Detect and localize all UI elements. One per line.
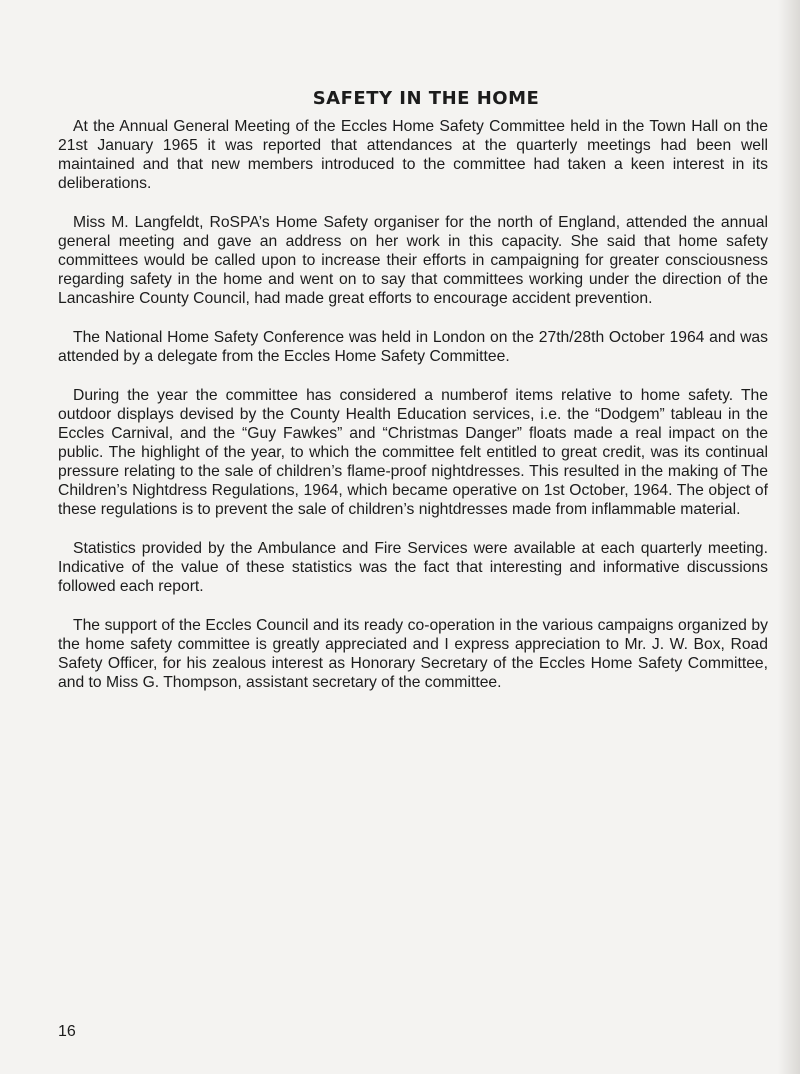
page-title: SAFETY IN THE HOME	[312, 88, 540, 109]
page-edge-shadow	[778, 0, 800, 1074]
paragraph-national-conference: The National Home Safety Conference was held in London on the 27th/28th October 1964 and was attended by a delegate from the Eccles Home Safety Committee.	[58, 329, 768, 365]
paragraph-annual-meeting: At the Annual General Meeting of the Eccles Home Safety Committee held in the Town Hall on the 21st January 1965 it was reported that attendances at the quarterly meetings had been well maintained and that new members introduced to the committee had taken a keen interest in its deliberations.	[58, 118, 768, 192]
body-text	[58, 117, 768, 712]
paragraph-acknowledgements: The support of the Eccles Council and its ready co-operation in the various campaigns organized by the home safety committee is greatly appreciated and I express appreciation to Mr. J. W. Box, Road Safety Officer, for his zealous interest as Honorary Secretary of the Eccles Home Safety Committee, and to Miss G. Thompson, assistant secretary of the committee.	[58, 617, 768, 691]
paragraph-statistics: Statistics provided by the Ambulance and Fire Services were available at each quarterly meeting. Indicative of the value of these statistics was the fact that interesting and informative discussions followed each report.	[58, 540, 768, 595]
paragraph-year-activities: During the year the committee has considered a numberof items relative to home safety. The outdoor displays devised by the County Health Education services, i.e. the “Dodgem” tableau in the Eccles Carnival, and the “Guy Fawkes” and “Christmas Danger” floats made a real impact on the public. The highlight of the year, to which the committee felt entitled to great credit, was its continual pressure relating to the sale of children’s flame-proof nightdresses. This resulted in the making of The Children’s Nightdress Regulations, 1964, which became operative on 1st October, 1964. The object of these regulations is to prevent the sale of children’s nightdresses made from inflammable material.	[58, 387, 768, 518]
page-number: 16	[58, 1023, 76, 1040]
paragraph-langfeldt-address: Miss M. Langfeldt, RoSPA’s Home Safety organiser for the north of England, attended the annual general meeting and gave an address on her work in this capacity. She said that home safety committees would be called upon to increase their efforts in campaigning for greater consciousness regarding safety in the home and went on to say that committees working under the direction of the Lancashire County Council, had made great efforts to encourage accident prevention.	[58, 214, 768, 307]
